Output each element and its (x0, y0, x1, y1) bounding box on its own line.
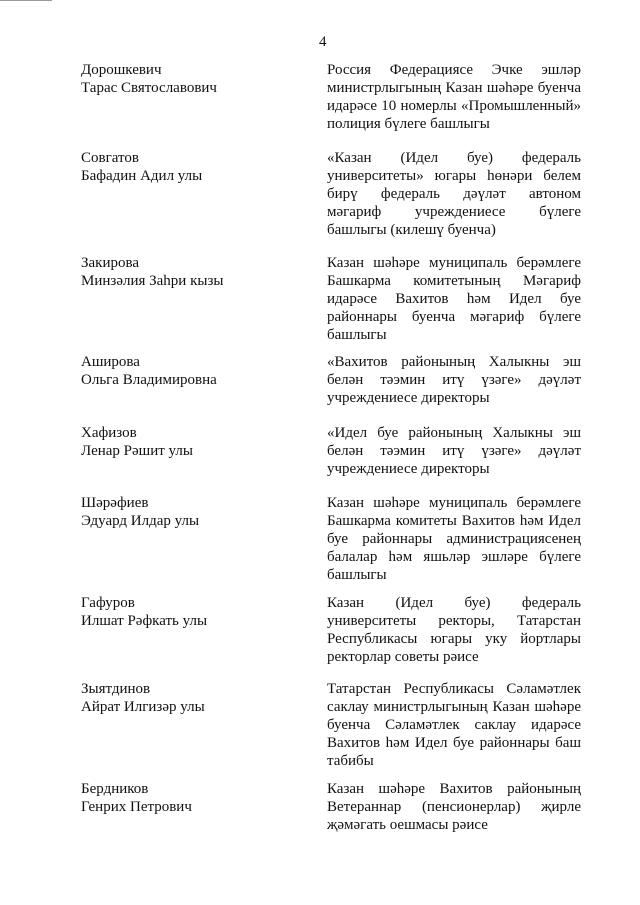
position-line: табибы (327, 753, 374, 769)
position-title (327, 424, 581, 478)
person-name (81, 494, 301, 530)
surname: Закирова (81, 255, 140, 271)
given-names: Ленар Рәшит улы (81, 443, 193, 459)
given-names: Эдуард Илдар улы (81, 513, 200, 529)
position-line: белән тәэмин итү үзәге» дәүләт (327, 443, 581, 459)
position-line: саклау министрлыгының Казан шәһәре (327, 699, 581, 715)
given-names: Айрат Илгизәр улы (81, 699, 205, 715)
position-line: Казан шәһәре муниципаль берәмлеге (327, 495, 581, 511)
given-names: Илшат Рәфкать улы (81, 613, 208, 629)
position-line: Казан (Идел буе) федераль (327, 595, 581, 611)
position-line: Республикасы югары уку йортлары (327, 631, 581, 647)
position-line: полиция бүлеге башлыгы (327, 116, 490, 132)
top-edge-line (0, 0, 52, 1)
position-line: идарәсе Вахитов һәм Идел буе (327, 291, 581, 307)
position-line: Казан шәһәре Вахитов районының (327, 781, 581, 797)
position-line: Башкарма комитетының Мәгариф (327, 273, 581, 289)
surname: Зыятдинов (81, 681, 151, 697)
person-name (81, 424, 301, 460)
position-title (327, 149, 581, 239)
position-line: университеты ректоры, Татарстан (327, 613, 581, 629)
position-line: Казан шәһәре муниципаль берәмлеге (327, 255, 581, 271)
position-line: университеты» югары һөнәри белем (327, 168, 581, 184)
position-line: буе районнары администрациясенең (327, 531, 581, 547)
position-line: бирү федераль дәүләт автоном (327, 186, 581, 202)
person-name (81, 353, 301, 389)
person-name (81, 780, 301, 816)
position-line: «Казан (Идел буе) федераль (327, 150, 581, 166)
position-line: җәмәгать оешмасы рәисе (327, 817, 488, 833)
position-title (327, 680, 581, 770)
position-line: Вахитов һәм Идел буе районнары баш (327, 735, 581, 751)
person-name (81, 680, 301, 716)
given-names: Тарас Святославович (81, 80, 217, 96)
position-line: башлыгы (327, 327, 387, 343)
position-line: «Вахитов районының Халыкны эш (327, 354, 581, 370)
position-line: районнары буенча мәгариф бүлеге (327, 309, 581, 325)
position-line: учреждениесе директоры (327, 390, 490, 406)
position-line: башлыгы (327, 567, 387, 583)
given-names: Ольга Владимировна (81, 372, 217, 388)
position-line: Татарстан Республикасы Сәламәтлек (327, 681, 581, 697)
surname: Шәрәфиев (81, 495, 149, 511)
position-line: буенча Сәламәтлек саклау идарәсе (327, 717, 581, 733)
surname: Бердников (81, 781, 149, 797)
surname: Хафизов (81, 425, 137, 441)
person-name (81, 149, 301, 185)
page-number: 4 (319, 34, 327, 50)
position-title (327, 494, 581, 584)
position-line: Ветераннар (пенсионерлар) җирле (327, 799, 581, 815)
given-names: Бафадин Адил улы (81, 168, 203, 184)
surname: Дорошкевич (81, 62, 162, 78)
position-line: Россия Федерациясе Эчке эшләр (327, 62, 581, 78)
given-names: Минзәлия Заһри кызы (81, 273, 224, 289)
position-title (327, 353, 581, 407)
position-title (327, 254, 581, 344)
position-title (327, 61, 581, 133)
position-line: «Идел буе районының Халыкны эш (327, 425, 581, 441)
person-name (81, 61, 301, 97)
position-title (327, 594, 581, 666)
position-line: ректорлар советы рәисе (327, 649, 479, 665)
position-line: башлыгы (килешү буенча) (327, 222, 496, 238)
position-line: Башкарма комитеты Вахитов һәм Идел (327, 513, 581, 529)
position-line: мәгариф учреждениесе бүлеге (327, 204, 581, 220)
position-line: учреждениесе директоры (327, 461, 490, 477)
person-name (81, 594, 301, 630)
position-line: белән тәэмин итү үзәге» дәүләт (327, 372, 581, 388)
given-names: Генрих Петрович (81, 799, 192, 815)
position-line: балалар һәм яшьләр эшләре бүлеге (327, 549, 581, 565)
position-title (327, 780, 581, 834)
position-line: министрлыгының Казан шәһәре буенча (327, 80, 581, 96)
position-line: идарәсе 10 номерлы «Промышленный» (327, 98, 581, 114)
surname: Аширова (81, 354, 140, 370)
surname: Совгатов (81, 150, 139, 166)
surname: Гафуров (81, 595, 135, 611)
person-name (81, 254, 301, 290)
